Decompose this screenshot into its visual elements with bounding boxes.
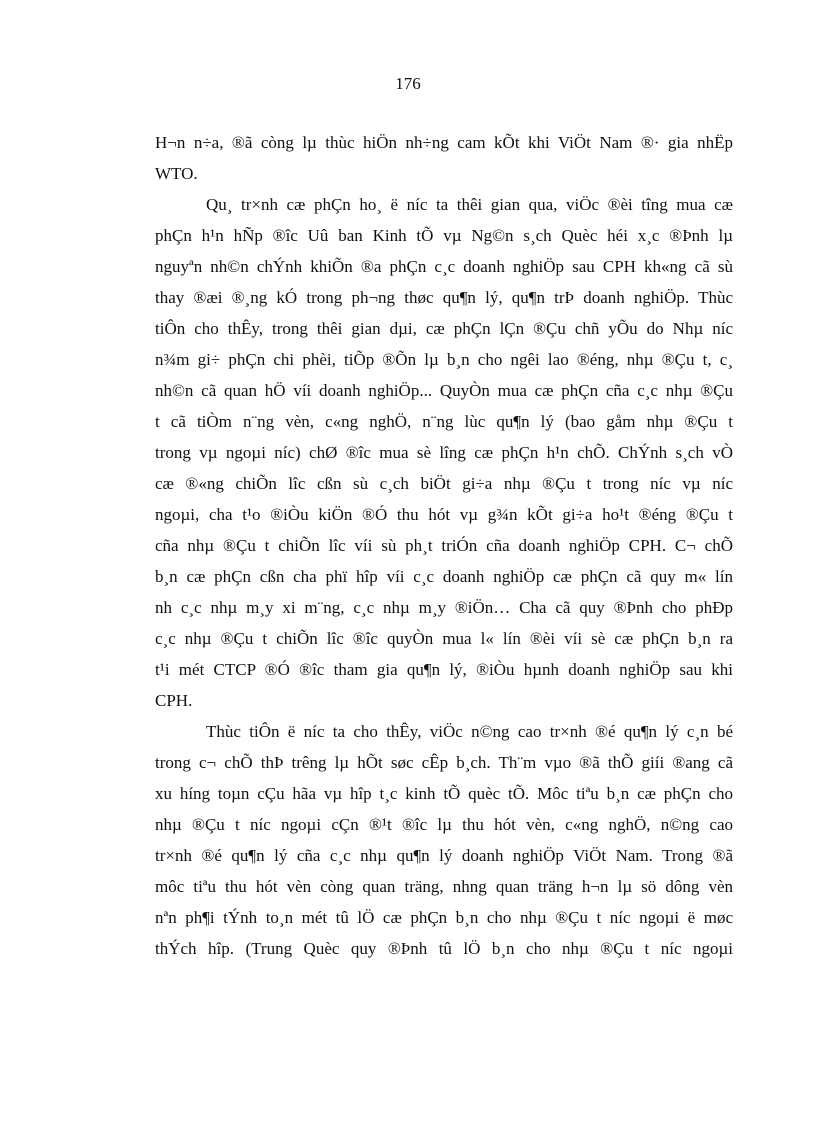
- text-line: phÇn h¹n hÑp ®îc Uû ban Kinh tÕ vµ Ng©n s¸ch Quèc héi x¸c ®Þnh lµ: [155, 226, 733, 245]
- text-line: nh©n cã quan hÖ víi doanh nghiÖp... QuyÒn mua cæ phÇn cña c¸c nhµ ®Çu: [155, 381, 733, 400]
- text-line: b¸n cæ phÇn cßn cha phï hîp víi c¸c doanh nghiÖp cæ phÇn cã quy m« lín: [155, 567, 733, 586]
- text-line: CPH.: [155, 691, 193, 710]
- text-line: trong vµ ngoµi níc) chØ ®îc mua sè lîng cæ phÇn h¹n chÕ. ChÝnh s¸ch vÒ: [155, 443, 733, 462]
- text-line: nh c¸c nhµ m¸y xi m¨ng, c¸c nhµ m¸y ®iÖn… Cha cã quy ®Þnh cho phÐp: [155, 598, 733, 617]
- text-line: H¬n n÷a, ®ã còng lµ thùc hiÖn nh÷ng cam kÕt khi ViÖt Nam ®· gia nhËp: [155, 133, 733, 152]
- page-number: 176: [395, 74, 421, 93]
- text-line: thÝch hîp. (Trung Quèc quy ®Þnh tû lÖ b¸n cho nhµ ®Çu t níc ngoµi: [155, 939, 733, 958]
- text-line: tr×nh ®é qu¶n lý cña c¸c nhµ qu¶n lý doanh nghiÖp ViÖt Nam. Trong ®ã: [155, 846, 733, 865]
- text-line: nªn ph¶i tÝnh to¸n mét tû lÖ cæ phÇn b¸n cho nhµ ®Çu t níc ngoµi ë møc: [155, 908, 733, 927]
- text-line: cña nhµ ®Çu t chiÕn lîc víi sù ph¸t triÓn cña doanh nghiÖp CPH. C¬ chÕ: [155, 536, 733, 555]
- text-line: môc tiªu thu hót vèn còng quan träng, nhng quan träng h¬n lµ sö dông vèn: [155, 877, 733, 896]
- text-line: c¸c nhµ ®Çu t chiÕn lîc ®îc quyÒn mua l« lín ®èi víi sè cæ phÇn b¸n ra: [155, 629, 733, 648]
- text-line: nguyªn nh©n chÝnh khiÕn ®a phÇn c¸c doanh nghiÖp sau CPH kh«ng cã sù: [155, 257, 733, 276]
- text-line: thay ®æi ®¸ng kÓ trong ph¬ng thøc qu¶n lý, qu¶n trÞ doanh nghiÖp. Thùc: [155, 288, 733, 307]
- text-line: nhµ ®Çu t níc ngoµi cÇn ®¹t ®îc lµ thu hót vèn, c«ng nghÖ, n©ng cao: [155, 815, 733, 834]
- paragraph-first-line: Thùc tiÔn ë níc ta cho thÊy, viÖc n©ng cao tr×nh ®é qu¶n lý c¸n bé: [206, 722, 733, 741]
- text-line: t¹i mét CTCP ®Ó ®îc tham gia qu¶n lý, ®iÒu hµnh doanh nghiÖp sau khi: [155, 660, 733, 679]
- paragraph-first-line: Qu¸ tr×nh cæ phÇn ho¸ ë níc ta thêi gian qua, viÖc ®èi tîng mua cæ: [206, 195, 733, 214]
- text-line: ngoµi, cha t¹o ®iÒu kiÖn ®Ó thu hót vµ g¾n kÕt gi÷a ho¹t ®éng ®Çu t: [155, 505, 733, 524]
- text-line: xu híng toµn cÇu hãa vµ hîp t¸c kinh tÕ quèc tÕ. Môc tiªu b¸n cæ phÇn cho: [155, 784, 733, 803]
- text-line: WTO.: [155, 164, 198, 183]
- text-line: trong c¬ chÕ thÞ trêng lµ hÕt søc cÊp b¸ch. Th¨m vµo ®ã thÕ giíi ®ang cã: [155, 753, 733, 772]
- text-line: tiÔn cho thÊy, trong thêi gian dµi, cæ phÇn lÇn ®Çu chñ yÕu do Nhµ níc: [155, 319, 733, 338]
- text-line: t cã tiÒm n¨ng vèn, c«ng nghÖ, n¨ng lùc qu¶n lý (bao gåm nhµ ®Çu t: [155, 412, 733, 431]
- text-line: cæ ®«ng chiÕn lîc cßn sù c¸ch biÖt gi÷a nhµ ®Çu t trong níc vµ níc: [155, 474, 733, 493]
- text-line: n¾m gi÷ phÇn chi phèi, tiÕp ®Õn lµ b¸n cho ngêi lao ®éng, nhµ ®Çu t, c¸: [155, 350, 733, 369]
